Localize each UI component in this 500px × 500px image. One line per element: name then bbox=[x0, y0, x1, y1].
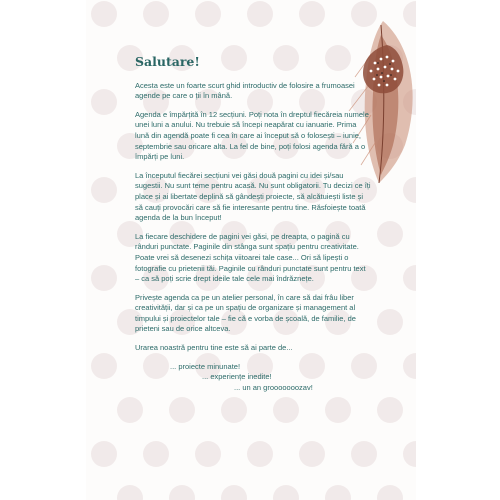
paragraph: Agenda e împărțită în 12 secțiuni. Poți nota în dreptul fiecăreia numele unei luni a anului. Nu trebuie să începi neapărat cu ianuarie. Prima lună din agendă poate fi cea în care ai început să o folosești – iunie, septembrie sau oricare alta. La fel de bine, poți folosi agenda fără a o împărți pe luni. bbox=[135, 109, 369, 162]
page-title: Salutare! bbox=[135, 54, 200, 69]
paragraph: La începutul fiecărei secțiuni vei găsi două pagini cu idei și/sau sugestii. Nu sunt teme pentru acasă. Nu sunt obligatorii. Tu decizi ce îți place și ai libertate deplină să gândești proiecte, să alcătuiești liste și să cauți provocări care să fie interesante pentru tine. Răsfoiește toată agenda de la bun început! bbox=[135, 170, 371, 223]
closing-line: ... experiențe inedite! bbox=[202, 372, 272, 382]
closing-line: ... proiecte minunate! bbox=[170, 361, 241, 371]
paragraph: Urarea noastră pentru tine este să ai parte de... bbox=[135, 343, 293, 353]
closing-line: ... un an grooooooozav! bbox=[234, 382, 313, 392]
page bbox=[86, 0, 416, 500]
paragraph: Privește agenda ca pe un atelier personal, în care să dai frâu liber creativității, dar și ca pe un spațiu de organizare și management al timpului și proiectelor tale – fie că e vorba de școală, de familie, de prieteni sau de orice altceva. bbox=[135, 292, 356, 334]
paragraph: Acesta este un foarte scurt ghid introductiv de folosire a frumoasei agende pe care o ții în mână. bbox=[135, 80, 355, 101]
intro-text-block bbox=[135, 54, 371, 393]
paragraph: La fiecare deschidere de pagini vei găsi, pe dreapta, o pagină cu rânduri punctate. Paginile din stânga sunt spațiu pentru creativitate. Poate vrei să desenezi schița viitoarei tale case... Ori să lipești o fotografie cu prietenii tăi. Paginile cu rânduri punctate sunt pentru text – ca să poți scrie drept ideile tale cele mai îndrăznețe. bbox=[135, 231, 366, 284]
closing-wishes bbox=[135, 362, 371, 394]
